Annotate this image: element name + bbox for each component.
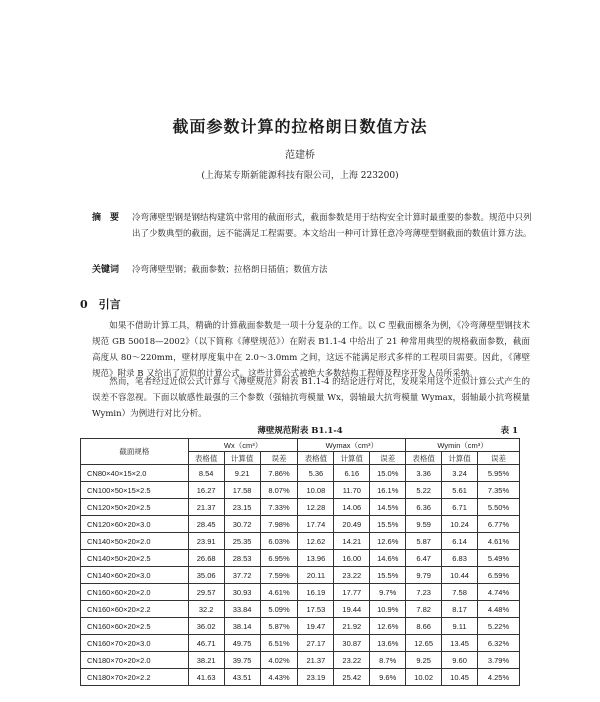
value-cell: 9.59	[406, 516, 442, 533]
value-cell: 9.25	[406, 652, 442, 669]
value-cell: 7.98%	[260, 516, 298, 533]
value-cell: 7.82	[406, 601, 442, 618]
value-cell: 15.5%	[370, 516, 406, 533]
value-cell: 8.54	[188, 465, 224, 482]
data-table	[80, 438, 520, 686]
spec-cell: CN120×50×20×2.5	[81, 499, 189, 516]
value-cell: 21.92	[334, 618, 370, 635]
value-cell: 19.44	[334, 601, 370, 618]
value-cell: 7.59%	[260, 567, 298, 584]
value-cell: 32.2	[188, 601, 224, 618]
value-cell: 16.19	[298, 584, 334, 601]
value-cell: 23.22	[334, 652, 370, 669]
value-cell: 29.57	[188, 584, 224, 601]
value-cell: 16.00	[334, 550, 370, 567]
value-cell: 4.48%	[478, 601, 520, 618]
value-cell: 5.49%	[478, 550, 520, 567]
table-row	[81, 499, 520, 516]
value-cell: 7.23	[406, 584, 442, 601]
keywords-text: 冷弯薄壁型钢；截面参数；拉格朗日插值；数值方法	[132, 265, 328, 275]
value-cell: 7.58	[442, 584, 478, 601]
value-cell: 6.14	[442, 533, 478, 550]
value-cell: 9.7%	[370, 584, 406, 601]
subheader: 计算值	[442, 452, 478, 465]
section-heading: 0 引言	[80, 298, 121, 311]
keywords-label: 关键词	[92, 265, 120, 275]
subheader: 计算值	[224, 452, 260, 465]
paragraph-1: 如果不借助计算工具，精确的计算截面参数是一项十分复杂的工作。以 C 型截面檩条为例，《冷弯薄壁型钢技术规范 GB 50018—2002》（以下简称《薄壁规范》）在附表 B1.1-4 中给出了 21 种常用典型的规格截面参数，截面高度从 80～220mm，壁材厚度集中在 2.0～3.0mm 之间，这远不能满足形式多样的工程项目需要。因此，《薄壁规范》附录 B 又给出了近似的计算公式。这些计算公式被绝大多数结构工程师及程序开发人员所采纳。	[92, 321, 530, 379]
value-cell: 12.65	[406, 635, 442, 652]
keywords	[92, 262, 532, 278]
value-cell: 4.74%	[478, 584, 520, 601]
value-cell: 43.51	[224, 669, 260, 686]
value-cell: 5.22%	[478, 618, 520, 635]
value-cell: 8.07%	[260, 482, 298, 499]
value-cell: 8.66	[406, 618, 442, 635]
spec-cell: CN120×60×20×3.0	[81, 516, 189, 533]
value-cell: 12.6%	[370, 533, 406, 550]
value-cell: 16.27	[188, 482, 224, 499]
value-cell: 14.06	[334, 499, 370, 516]
value-cell: 23.19	[298, 669, 334, 686]
spec-cell: CN140×60×20×3.0	[81, 567, 189, 584]
table-row	[81, 482, 520, 499]
value-cell: 6.32%	[478, 635, 520, 652]
subheader: 误差	[370, 452, 406, 465]
value-cell: 28.45	[188, 516, 224, 533]
table-row	[81, 618, 520, 635]
value-cell: 5.87%	[260, 618, 298, 635]
value-cell: 10.08	[298, 482, 334, 499]
value-cell: 6.16	[334, 465, 370, 482]
value-cell: 46.71	[188, 635, 224, 652]
value-cell: 10.24	[442, 516, 478, 533]
spec-cell: CN100×50×15×2.5	[81, 482, 189, 499]
value-cell: 23.91	[188, 533, 224, 550]
value-cell: 6.95%	[260, 550, 298, 567]
value-cell: 15.5%	[370, 567, 406, 584]
value-cell: 13.45	[442, 635, 478, 652]
value-cell: 6.83	[442, 550, 478, 567]
value-cell: 30.87	[334, 635, 370, 652]
value-cell: 20.49	[334, 516, 370, 533]
spec-cell: CN140×50×20×2.0	[81, 533, 189, 550]
value-cell: 6.03%	[260, 533, 298, 550]
value-cell: 11.70	[334, 482, 370, 499]
value-cell: 20.11	[298, 567, 334, 584]
value-cell: 3.36	[406, 465, 442, 482]
value-cell: 6.71	[442, 499, 478, 516]
value-cell: 12.28	[298, 499, 334, 516]
value-cell: 23.22	[334, 567, 370, 584]
spec-cell: CN180×70×20×2.2	[81, 669, 189, 686]
spec-cell: CN80×40×15×2.0	[81, 465, 189, 482]
value-cell: 6.59%	[478, 567, 520, 584]
value-cell: 5.50%	[478, 499, 520, 516]
paragraph-2: 然而，笔者经过近似公式计算与《薄壁规范》附表 B1.1-4 的结论进行对比，发现采用这个近似计算公式产生的误差不容忽视。下面以敏感性最强的三个参数（强轴抗弯模量 Wx，弱轴最大抗弯模量 Wymax，弱轴最小抗弯模量 Wymin）为例进行对比分析。	[92, 377, 530, 419]
value-cell: 5.61	[442, 482, 478, 499]
value-cell: 27.17	[298, 635, 334, 652]
value-cell: 10.02	[406, 669, 442, 686]
author: 范建桥	[285, 150, 315, 161]
value-cell: 13.6%	[370, 635, 406, 652]
value-cell: 10.45	[442, 669, 478, 686]
value-cell: 4.02%	[260, 652, 298, 669]
group-header: Wymax（cm³）	[298, 439, 406, 452]
table-row	[81, 465, 520, 482]
value-cell: 38.21	[188, 652, 224, 669]
abstract-text: 冷弯薄壁型钢是钢结构建筑中常用的截面形式，截面参数是用于结构安全计算时最重要的参数。规范中只列出了少数典型的截面，远不能满足工程需要。本文给出一种可计算任意冷弯薄壁型钢截面的数值计算方法。	[132, 213, 532, 239]
value-cell: 14.5%	[370, 499, 406, 516]
value-cell: 10.44	[442, 567, 478, 584]
table-row	[81, 516, 520, 533]
table-row	[81, 567, 520, 584]
value-cell: 30.93	[224, 584, 260, 601]
subheader: 表格值	[298, 452, 334, 465]
abstract-label: 摘 要	[92, 213, 120, 223]
value-cell: 39.75	[224, 652, 260, 669]
value-cell: 6.36	[406, 499, 442, 516]
spec-cell: CN160×60×20×2.0	[81, 584, 189, 601]
value-cell: 3.24	[442, 465, 478, 482]
table-row	[81, 533, 520, 550]
spec-cell: CN160×60×20×2.5	[81, 618, 189, 635]
value-cell: 21.37	[298, 652, 334, 669]
value-cell: 17.53	[298, 601, 334, 618]
value-cell: 28.53	[224, 550, 260, 567]
value-cell: 16.1%	[370, 482, 406, 499]
paper-title: 截面参数计算的拉格朗日数值方法	[172, 117, 428, 136]
subheader: 表格值	[188, 452, 224, 465]
table-number: 表 1	[500, 426, 518, 436]
value-cell: 38.14	[224, 618, 260, 635]
value-cell: 15.0%	[370, 465, 406, 482]
value-cell: 6.47	[406, 550, 442, 567]
value-cell: 3.79%	[478, 652, 520, 669]
value-cell: 6.77%	[478, 516, 520, 533]
group-header: Wymin（cm³）	[406, 439, 520, 452]
value-cell: 5.36	[298, 465, 334, 482]
value-cell: 37.72	[224, 567, 260, 584]
value-cell: 17.74	[298, 516, 334, 533]
value-cell: 10.9%	[370, 601, 406, 618]
value-cell: 9.60	[442, 652, 478, 669]
value-cell: 36.02	[188, 618, 224, 635]
value-cell: 5.87	[406, 533, 442, 550]
value-cell: 14.6%	[370, 550, 406, 567]
value-cell: 4.43%	[260, 669, 298, 686]
value-cell: 33.84	[224, 601, 260, 618]
table-row	[81, 635, 520, 652]
value-cell: 49.75	[224, 635, 260, 652]
value-cell: 4.61%	[260, 584, 298, 601]
value-cell: 19.47	[298, 618, 334, 635]
value-cell: 23.15	[224, 499, 260, 516]
table-row	[81, 669, 520, 686]
table-row	[81, 584, 520, 601]
value-cell: 7.35%	[478, 482, 520, 499]
value-cell: 13.96	[298, 550, 334, 567]
value-cell: 5.95%	[478, 465, 520, 482]
value-cell: 25.35	[224, 533, 260, 550]
table-caption-row	[80, 424, 520, 438]
value-cell: 17.58	[224, 482, 260, 499]
spec-cell: CN180×70×20×2.0	[81, 652, 189, 669]
affiliation: (上海某专斯新能源科技有限公司，上海 223200)	[201, 171, 399, 181]
value-cell: 8.7%	[370, 652, 406, 669]
table-body	[81, 465, 520, 686]
abstract	[92, 210, 532, 242]
value-cell: 21.37	[188, 499, 224, 516]
value-cell: 9.11	[442, 618, 478, 635]
value-cell: 17.77	[334, 584, 370, 601]
value-cell: 8.17	[442, 601, 478, 618]
value-cell: 30.72	[224, 516, 260, 533]
spec-cell: CN160×70×20×3.0	[81, 635, 189, 652]
subheader: 误差	[478, 452, 520, 465]
table-row	[81, 601, 520, 618]
value-cell: 6.51%	[260, 635, 298, 652]
table-row	[81, 550, 520, 567]
table-row	[81, 652, 520, 669]
value-cell: 9.21	[224, 465, 260, 482]
value-cell: 5.22	[406, 482, 442, 499]
value-cell: 12.62	[298, 533, 334, 550]
value-cell: 7.33%	[260, 499, 298, 516]
value-cell: 9.6%	[370, 669, 406, 686]
table-caption: 薄壁规范附表 B1.1-4	[257, 426, 343, 436]
group-header: Wx（cm³）	[188, 439, 298, 452]
value-cell: 14.21	[334, 533, 370, 550]
value-cell: 35.06	[188, 567, 224, 584]
value-cell: 25.42	[334, 669, 370, 686]
spec-cell: CN140×50×20×2.5	[81, 550, 189, 567]
subheader: 误差	[260, 452, 298, 465]
spec-cell: CN160×60×20×2.2	[81, 601, 189, 618]
value-cell: 4.25%	[478, 669, 520, 686]
spec-header: 截面规格	[81, 439, 189, 465]
value-cell: 41.63	[188, 669, 224, 686]
value-cell: 26.68	[188, 550, 224, 567]
subheader: 计算值	[334, 452, 370, 465]
value-cell: 12.6%	[370, 618, 406, 635]
value-cell: 4.61%	[478, 533, 520, 550]
value-cell: 5.09%	[260, 601, 298, 618]
subheader: 表格值	[406, 452, 442, 465]
value-cell: 7.86%	[260, 465, 298, 482]
value-cell: 9.79	[406, 567, 442, 584]
